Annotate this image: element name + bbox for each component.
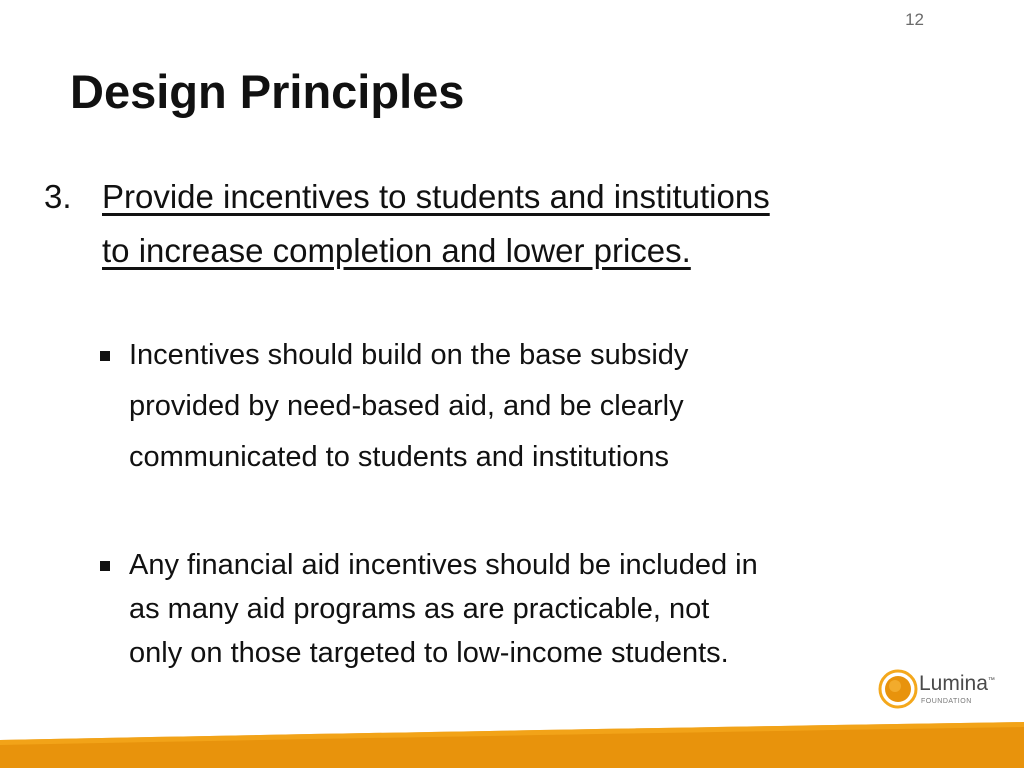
bullet-line: as many aid programs as are practicable, not <box>129 593 710 625</box>
square-bullet-icon <box>100 561 110 571</box>
slide-title: Design Principles <box>70 65 465 118</box>
numbered-item-line: Provide incentives to students and institutions <box>102 178 770 215</box>
bullet-text <box>129 330 969 483</box>
bullet-line: Any financial aid incentives should be included in <box>129 549 758 581</box>
bullet-line: only on those targeted to low-income students. <box>129 637 729 669</box>
square-bullet-icon <box>100 351 110 361</box>
logo-name-text: Lumina <box>919 672 988 695</box>
logo-name <box>919 672 995 696</box>
bullet-text <box>129 543 969 675</box>
footer-band <box>0 722 1024 768</box>
bullet-line: Incentives should build on the base subsidy <box>129 339 689 371</box>
bullet-line: communicated to students and institutions <box>129 441 670 473</box>
logo-trademark: ™ <box>987 677 995 684</box>
bullet-line: provided by need-based aid, and be clearly <box>129 390 684 422</box>
lumina-sun-logo-icon <box>878 669 918 709</box>
numbered-item-text <box>102 170 942 278</box>
page-number: 12 <box>905 10 924 29</box>
lumina-logo <box>878 668 998 710</box>
numbered-item-line: to increase completion and lower prices. <box>102 232 691 269</box>
logo-subtitle: FOUNDATION <box>921 698 972 705</box>
item-number: 3. <box>44 178 72 215</box>
